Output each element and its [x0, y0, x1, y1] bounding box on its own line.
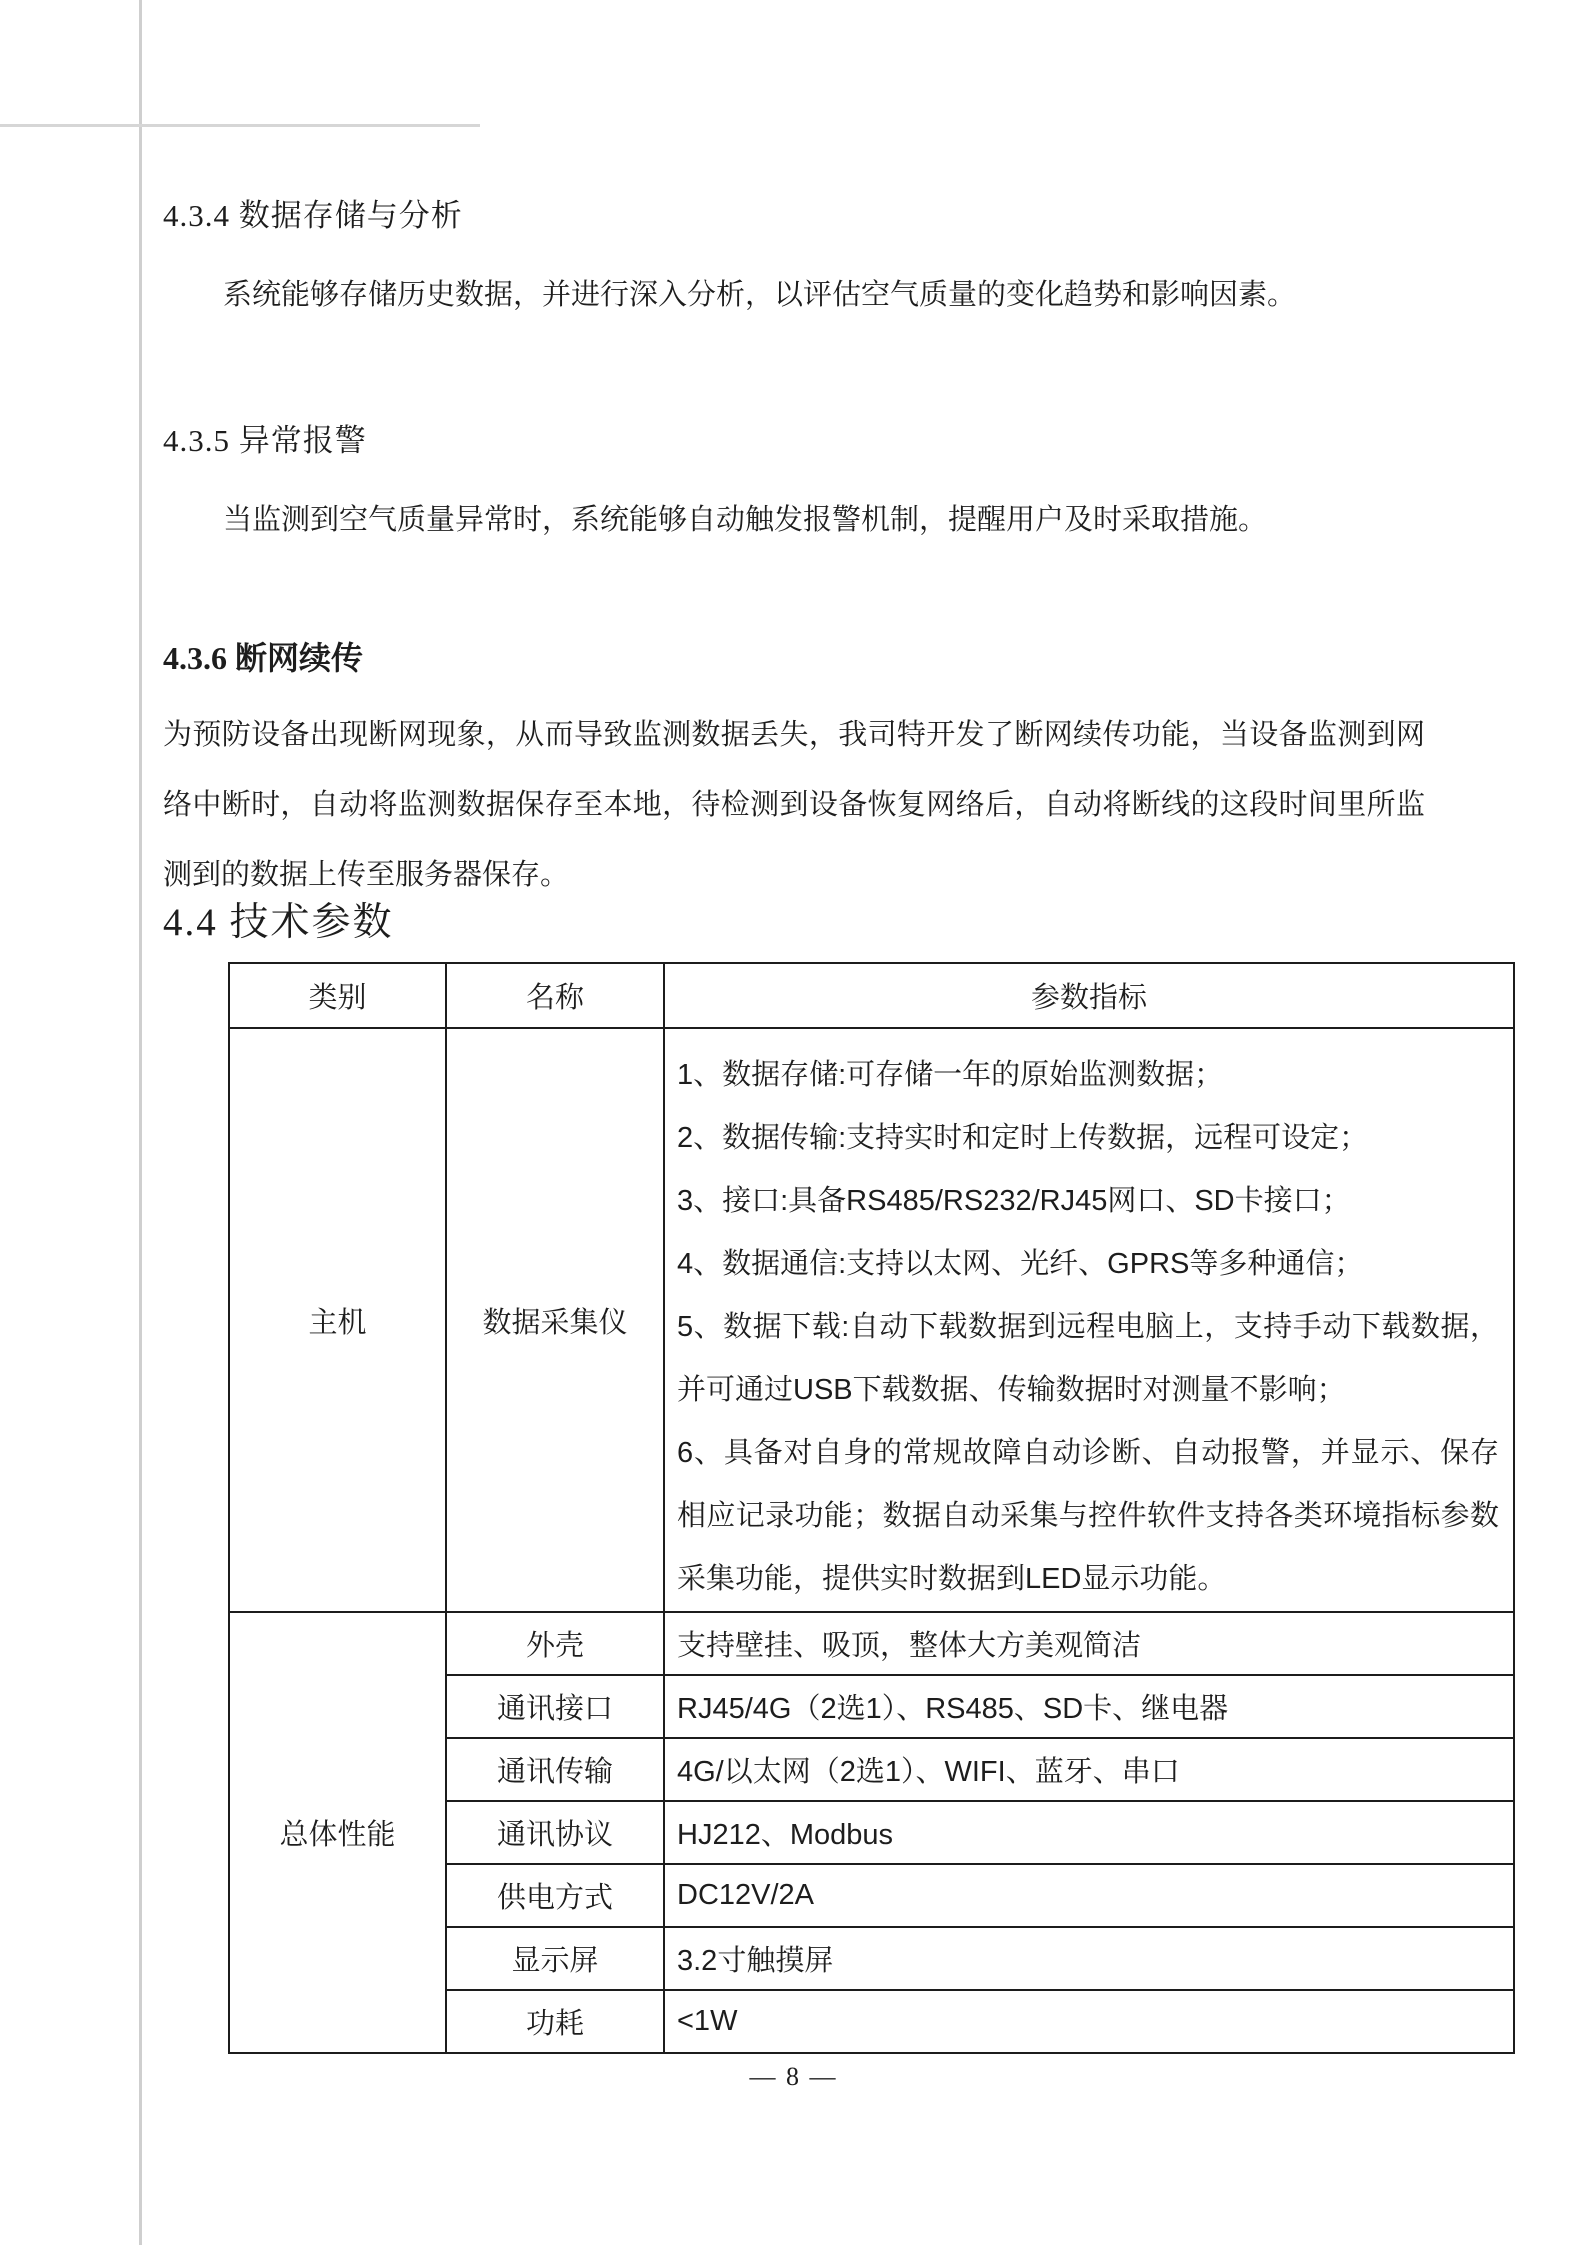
row-name-display: 显示屏 — [446, 1927, 664, 1990]
cell-category-host: 主机 — [229, 1028, 446, 1612]
row-value-comm-interface: RJ45/4G（2选1）、RS485、SD卡、继电器 — [664, 1675, 1514, 1738]
row-name-comm-transmission: 通讯传输 — [446, 1738, 664, 1801]
section-heading-4-3-5: 4.3.5 异常报警 — [163, 423, 367, 458]
header-parameter: 参数指标 — [664, 963, 1514, 1028]
table-row-host — [229, 1028, 1514, 1612]
param-item-1: 1、数据存储:可存储一年的原始监测数据； — [677, 1059, 1224, 1091]
header-name: 名称 — [446, 963, 664, 1028]
paragraph-4-3-5: 当监测到空气质量异常时，系统能够自动触发报警机制，提醒用户及时采取措施。 — [223, 504, 1268, 536]
section-heading-4-3-4: 4.3.4 数据存储与分析 — [163, 198, 463, 233]
technical-parameters-table — [228, 962, 1515, 2054]
paragraph-4-3-6: 为预防设备出现断网现象，从而导致监测数据丢失，我司特开发了断网续传功能，当设备监测到网络中断时，自动将监测数据保存至本地，待检测到设备恢复网络后，自动将断线的这段时间里所监测到的数据上传至服务器保存。 — [163, 719, 1425, 891]
param-item-2: 2、数据传输:支持实时和定时上传数据，远程可设定； — [677, 1122, 1369, 1154]
row-value-comm-protocol: HJ212、Modbus — [664, 1801, 1514, 1864]
row-value-display: 3.2寸触摸屏 — [664, 1927, 1514, 1990]
param-item-4: 4、数据通信:支持以太网、光纤、GPRS等多种通信； — [677, 1248, 1364, 1280]
cell-host-parameters — [664, 1028, 1514, 1612]
scan-artifact-vertical-line — [139, 0, 142, 2245]
row-value-power-supply: DC12V/2A — [664, 1864, 1514, 1927]
row-value-shell: 支持壁挂、吸顶，整体大方美观简洁 — [664, 1612, 1514, 1675]
param-item-5: 5、数据下载:自动下载数据到远程电脑上，支持手动下载数据，并可通过USB下载数据、传输数据时对测量不影响； — [677, 1311, 1499, 1406]
page-number: — 8 — — [749, 2062, 838, 2091]
section-heading-4-3-6: 4.3.6 断网续传 — [163, 640, 364, 676]
param-item-3: 3、接口:具备RS485/RS232/RJ45网口、SD卡接口； — [677, 1185, 1351, 1217]
row-value-comm-transmission: 4G/以太网（2选1）、WIFI、蓝牙、串口 — [664, 1738, 1514, 1801]
row-name-power-consumption: 功耗 — [446, 1990, 664, 2053]
table-row-shell — [229, 1612, 1514, 1675]
cell-name-data-collector: 数据采集仪 — [446, 1028, 664, 1612]
scan-artifact-horizontal-line — [0, 124, 480, 127]
param-item-6: 6、具备对自身的常规故障自动诊断、自动报警，并显示、保存相应记录功能；数据自动采集与控件软件支持各类环境指标参数采集功能，提供实时数据到LED显示功能。 — [677, 1437, 1499, 1595]
row-name-shell: 外壳 — [446, 1612, 664, 1675]
row-value-power-consumption: <1W — [664, 1990, 1514, 2053]
row-name-power-supply: 供电方式 — [446, 1864, 664, 1927]
header-category: 类别 — [229, 963, 446, 1028]
cell-category-overall-performance: 总体性能 — [229, 1612, 446, 2053]
section-heading-4-4: 4.4 技术参数 — [163, 901, 394, 944]
row-name-comm-protocol: 通讯协议 — [446, 1801, 664, 1864]
table-header-row — [229, 963, 1514, 1028]
row-name-comm-interface: 通讯接口 — [446, 1675, 664, 1738]
paragraph-4-3-4: 系统能够存储历史数据，并进行深入分析，以评估空气质量的变化趋势和影响因素。 — [223, 279, 1297, 311]
